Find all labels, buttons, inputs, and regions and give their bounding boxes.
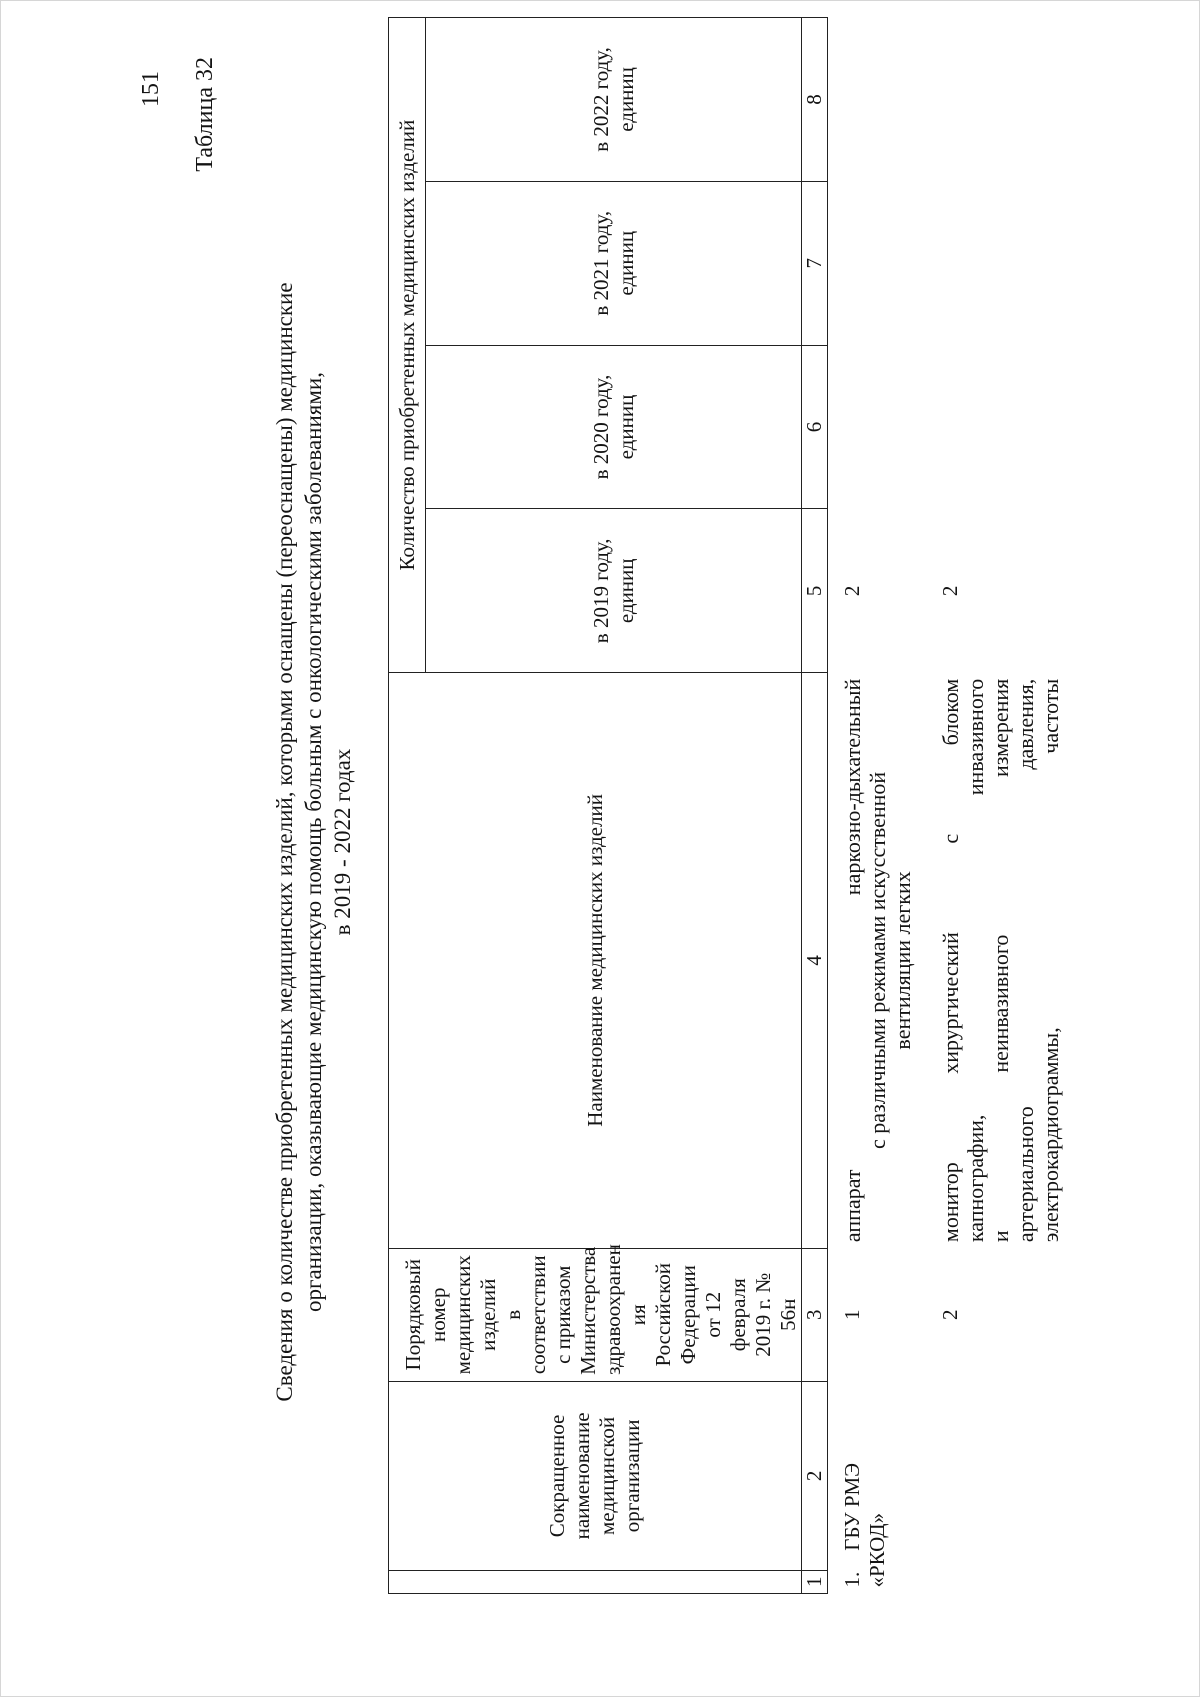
header-year-2019: в 2019 году, единиц <box>426 509 802 673</box>
header-col1 <box>389 1570 802 1593</box>
table-label: Таблица 32 <box>192 57 218 172</box>
column-number: 7 <box>802 181 828 345</box>
header-org-name: Сокращенное наименование медицинской организации <box>389 1381 802 1570</box>
column-number: 8 <box>802 18 828 182</box>
column-number: 2 <box>802 1381 828 1570</box>
qty-2020 <box>828 345 932 509</box>
table-row <box>828 18 932 1594</box>
row-org-cell <box>932 1381 1082 1593</box>
row-org-cell <box>828 1381 932 1593</box>
qty-2022 <box>932 18 1082 182</box>
qty-2022 <box>828 18 932 182</box>
header-year-2021: в 2021 году, единиц <box>426 181 802 345</box>
column-number: 1 <box>802 1570 828 1593</box>
header-order-number: Порядковый номер медицинских изделий в соответствии с приказом Министерства здравоохранен ия Российской Федерации от 12 февраля 2019 г. № 56н <box>389 1248 802 1381</box>
column-number: 3 <box>802 1248 828 1381</box>
title-line-2: организации, оказывающие медицинскую помощь больным с онкологическими заболеваниями, <box>301 372 326 1312</box>
title-line-3: в 2019 - 2022 годах <box>330 748 355 936</box>
header-year-2020: в 2020 году, единиц <box>426 345 802 509</box>
qty-2021 <box>932 181 1082 345</box>
order-number: 1 <box>840 1309 864 1320</box>
org-name: ГБУ РМЭ «РКОД» <box>840 1462 889 1588</box>
page-number: 151 <box>138 71 164 107</box>
column-number: 6 <box>802 345 828 509</box>
equipment-table <box>388 17 1082 1594</box>
title-line-1: Сведения о количестве приобретенных медицинских изделий, которыми оснащены (переоснащены) медицинские <box>272 282 297 1402</box>
table-row <box>932 18 1082 1594</box>
column-number-row <box>802 18 828 1594</box>
qty-2021 <box>828 181 932 345</box>
qty-2019: 2 <box>840 585 864 597</box>
qty-2020 <box>932 345 1082 509</box>
column-number: 5 <box>802 509 828 673</box>
qty-2019: 2 <box>937 585 962 597</box>
header-year-2022: в 2022 году, единиц <box>426 18 802 182</box>
column-number: 4 <box>802 673 828 1248</box>
device-name: монитор хирургический с блоком капнографии, инвазивного и неинвазивного измерения артериального давления, электрокардиограммы, частоты <box>937 678 1063 1243</box>
order-number: 2 <box>937 1309 962 1320</box>
row-number: 1. <box>840 1571 864 1588</box>
document-title <box>270 227 357 1457</box>
header-quantity-group: Количество приобретенных медицинских изделий <box>389 18 426 673</box>
device-name: аппарат наркозно-дыхательный с различными режимами искусственной вентиляции легких <box>840 678 915 1243</box>
header-device-name: Наименование медицинских изделий <box>389 673 802 1248</box>
